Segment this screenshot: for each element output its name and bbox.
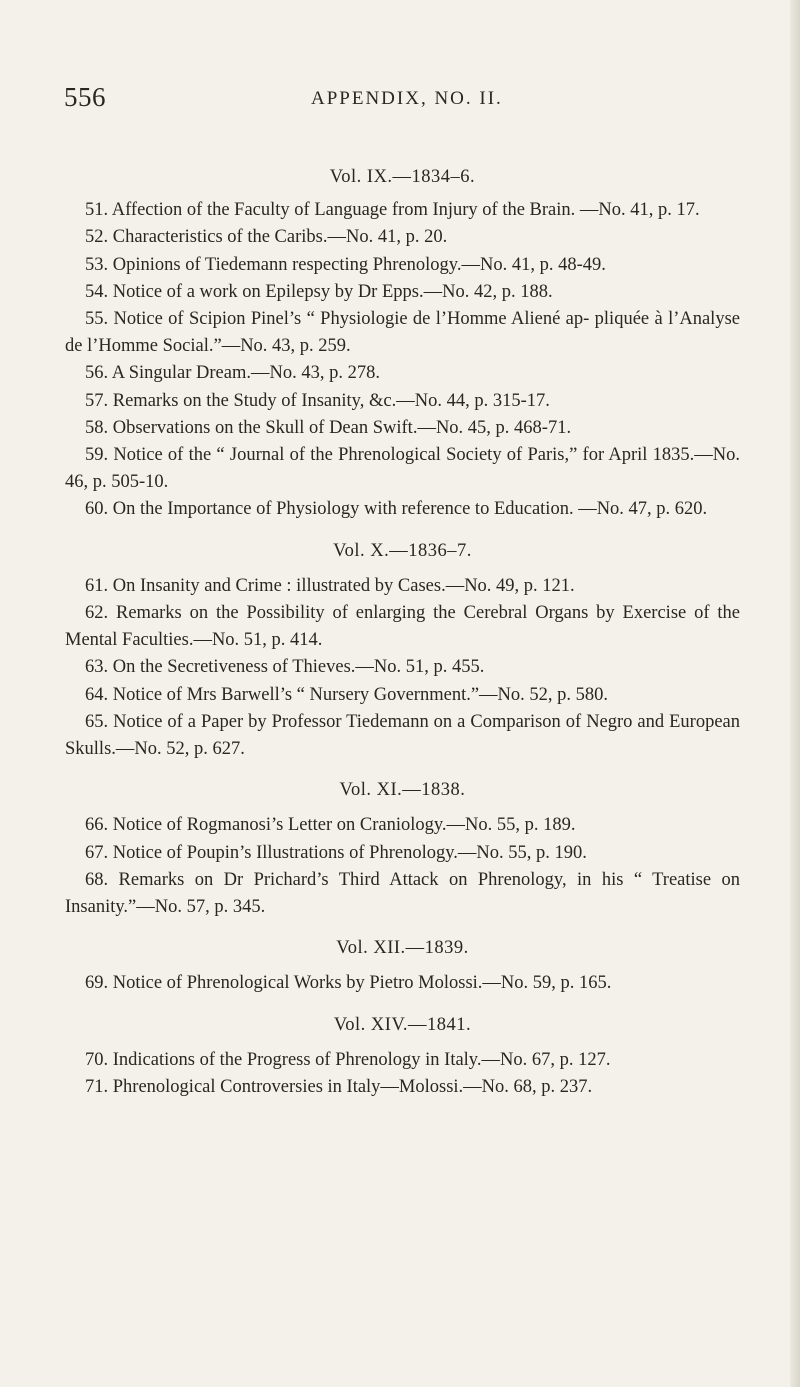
list-item: 61. On Insanity and Crime : illustrated by Cases.—No. 49, p. 121.: [85, 575, 575, 596]
volume-heading: Vol. XII.—1839.: [336, 938, 469, 959]
list-item: 59. Notice of the “ Journal of the Phrenological Society of Paris,” for April 1835.—No. 46, p. 505-10.: [65, 445, 740, 493]
list-item: 53. Opinions of Tiedemann respecting Phrenology.—No. 41, p. 48-49.: [85, 254, 606, 275]
list-item: 63. On the Secretiveness of Thieves.—No. 51, p. 455.: [85, 657, 485, 678]
list-item: 57. Remarks on the Study of Insanity, &c.—No. 44, p. 315-17.: [85, 390, 550, 411]
page-number: 556: [64, 82, 106, 112]
list-item: 55. Notice of Scipion Pinel’s “ Physiologie de l’Homme Aliené ap- pliquée à l’Analyse de l’Homme Social.”—No. 43, p. 259.: [65, 309, 740, 357]
list-item: 65. Notice of a Paper by Professor Tiedemann on a Comparison of Negro and European Skulls.—No. 52, p. 627.: [65, 711, 740, 760]
volume-heading: Vol. X.—1836–7.: [333, 540, 472, 561]
list-item: 71. Phrenological Controversies in Italy—Molossi.—No. 68, p. 237.: [85, 1077, 593, 1098]
page-header: [64, 82, 744, 116]
running-head: APPENDIX, NO. II.: [311, 88, 503, 109]
volume-heading: Vol. XI.—1838.: [339, 780, 466, 801]
list-item: 66. Notice of Rogmanosi’s Letter on Craniology.—No. 55, p. 189.: [85, 815, 576, 836]
page-edge: [790, 0, 800, 1387]
list-item: 68. Remarks on Dr Prichard’s Third Attack on Phrenology, in his “ Treatise on Insanity.”—No. 57, p. 345.: [65, 869, 740, 918]
volume-heading: Vol. IX.—1834–6.: [329, 167, 476, 187]
page-body: [65, 158, 740, 1101]
list-item: 54. Notice of a work on Epilepsy by Dr Epps.—No. 42, p. 188.: [85, 281, 553, 302]
volume-heading: Vol. XIV.—1841.: [333, 1014, 472, 1035]
list-item: 52. Characteristics of the Caribs.—No. 41, p. 20.: [85, 227, 448, 248]
list-item: 62. Remarks on the Possibility of enlarging the Cerebral Organs by Exercise of the Mental Faculties.—No. 51, p. 414.: [65, 603, 740, 651]
list-item: 69. Notice of Phrenological Works by Pietro Molossi.—No. 59, p. 165.: [85, 973, 612, 994]
list-item: 64. Notice of Mrs Barwell’s “ Nursery Government.”—No. 52, p. 580.: [85, 684, 609, 705]
list-item: 51. Affection of the Faculty of Language from Injury of the Brain. —No. 41, p. 17.: [85, 200, 700, 221]
list-item: 70. Indications of the Progress of Phrenology in Italy.—No. 67, p. 127.: [85, 1049, 611, 1070]
list-item: 56. A Singular Dream.—No. 43, p. 278.: [85, 363, 380, 384]
list-item: 67. Notice of Poupin’s Illustrations of Phrenology.—No. 55, p. 190.: [85, 842, 587, 863]
list-item: 58. Observations on the Skull of Dean Swift.—No. 45, p. 468-71.: [85, 417, 572, 438]
list-item: 60. On the Importance of Physiology with reference to Education. —No. 47, p. 620.: [85, 499, 708, 520]
